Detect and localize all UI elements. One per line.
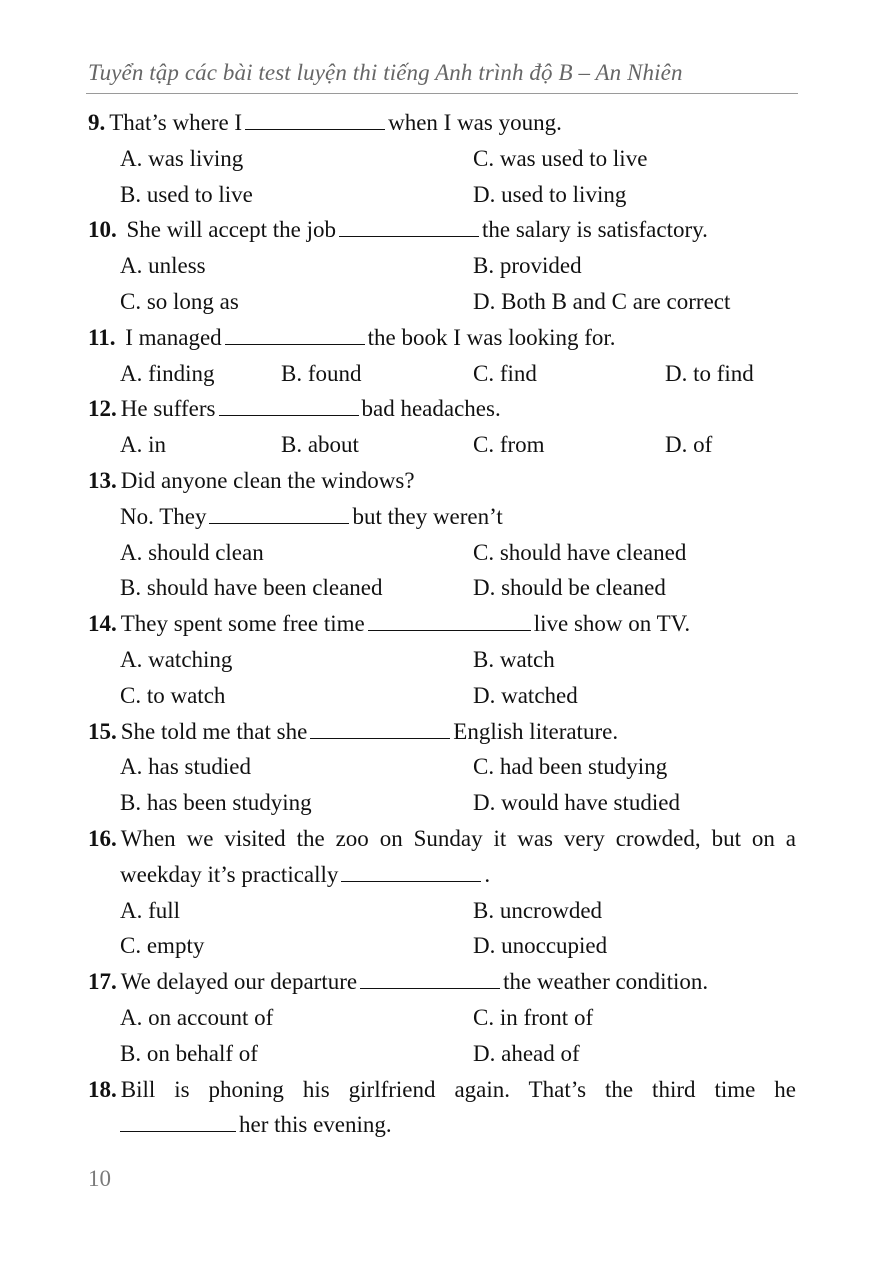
option-a: A. full (120, 897, 181, 923)
question-number: 17. (88, 969, 117, 995)
question-17-options-row (88, 1036, 796, 1072)
question-number: 11. (88, 324, 116, 350)
question-number: 12. (88, 396, 117, 422)
option-b: B. found (281, 360, 362, 386)
option-d: D. would have studied (473, 790, 680, 816)
answer-blank (120, 1112, 236, 1132)
option-d: D. of (665, 432, 713, 458)
question-number: 13. (88, 467, 117, 493)
option-c: C. find (473, 360, 537, 386)
answer-blank (368, 611, 531, 631)
question-11-stem: 11. I managed the book I was looking for. (88, 324, 616, 350)
option-c: C. to watch (120, 682, 226, 708)
option-a: A. on account of (120, 1004, 274, 1030)
question-10-stem: 10. She will accept the job the salary is satisfactory. (88, 217, 708, 243)
question-16-stem: 16. When we visited the zoo on Sunday it was very crowded, but on a (88, 825, 796, 851)
running-header: Tuyển tập các bài test luyện thi tiếng Anh trình độ B – An Nhiên (88, 60, 683, 85)
option-c: C. empty (120, 933, 205, 959)
question-11-options-row (88, 356, 796, 392)
page-number: 10 (88, 1166, 111, 1191)
question-number: 15. (88, 718, 117, 744)
option-a: A. was living (120, 145, 244, 171)
option-d: D. used to living (473, 181, 627, 207)
question-12-stem: 12. He suffers bad headaches. (88, 396, 501, 422)
question-10-options-row (88, 248, 796, 284)
question-13-stem: 13. Did anyone clean the windows? (88, 467, 415, 493)
question-15-options-row (88, 749, 796, 785)
answer-blank (225, 325, 365, 345)
question-number: 14. (88, 611, 117, 637)
question-18-stem-continued: her this evening. (88, 1107, 796, 1143)
question-16-options-row (88, 893, 796, 929)
question-14-options-row (88, 678, 796, 714)
answer-blank (341, 862, 481, 882)
option-c: C. was used to live (473, 145, 648, 171)
question-14-options-row (88, 642, 796, 678)
option-c: C. should have cleaned (473, 539, 687, 565)
option-c: C. had been studying (473, 754, 668, 780)
option-b: B. on behalf of (120, 1040, 258, 1066)
question-9-options-row (88, 141, 796, 177)
question-9-stem: 9. That’s where I when I was young. (88, 110, 562, 135)
option-a: A. in (120, 432, 166, 458)
question-17-options-row (88, 1000, 796, 1036)
option-a: A. should clean (120, 539, 264, 565)
option-a: A. has studied (120, 754, 251, 780)
option-c: C. from (473, 432, 545, 458)
answer-blank (245, 110, 385, 130)
option-c: C. in front of (473, 1004, 594, 1030)
question-list (88, 105, 796, 1143)
question-18-stem: 18. Bill is phoning his girlfriend again. That’s the third time he (88, 1076, 796, 1102)
option-d: D. ahead of (473, 1040, 580, 1066)
option-a: A. finding (120, 360, 215, 386)
question-number: 10. (88, 217, 117, 243)
question-13-options-row (88, 535, 796, 571)
answer-blank (209, 504, 349, 524)
option-b: B. should have been cleaned (120, 575, 383, 601)
question-13-stem-continued: No. They but they weren’t (120, 503, 503, 529)
question-9-options-row (88, 177, 796, 213)
answer-blank (339, 217, 479, 237)
option-b: B. about (281, 432, 359, 458)
question-16-options-row (88, 928, 796, 964)
question-15-stem: 15. She told me that she English literature. (88, 718, 619, 744)
question-number: 18. (88, 1076, 117, 1102)
option-d: D. Both B and C are correct (473, 288, 731, 314)
option-a: A. watching (120, 646, 233, 672)
question-17-stem: 17. We delayed our departure the weather condition. (88, 969, 709, 995)
option-d: D. watched (473, 682, 578, 708)
question-14-stem: 14. They spent some free time live show on TV. (88, 611, 691, 637)
answer-blank (219, 396, 359, 416)
option-d: D. to find (665, 360, 754, 386)
header-divider (86, 93, 798, 94)
option-b: B. watch (473, 646, 555, 672)
answer-blank (360, 969, 500, 989)
option-b: B. provided (473, 253, 582, 279)
answer-blank (310, 719, 450, 739)
question-15-options-row (88, 785, 796, 821)
question-16-stem-continued: weekday it’s practically . (120, 861, 491, 887)
option-b: B. has been studying (120, 790, 312, 816)
question-number: 16. (88, 825, 117, 851)
option-b: B. used to live (120, 181, 253, 207)
option-d: D. should be cleaned (473, 575, 666, 601)
question-12-options-row (88, 427, 796, 463)
question-10-options-row (88, 284, 796, 320)
option-c: C. so long as (120, 288, 239, 314)
question-13-options-row (88, 570, 796, 606)
option-a: A. unless (120, 253, 206, 279)
option-b: B. uncrowded (473, 897, 603, 923)
option-d: D. unoccupied (473, 933, 608, 959)
question-number: 9. (88, 110, 106, 135)
